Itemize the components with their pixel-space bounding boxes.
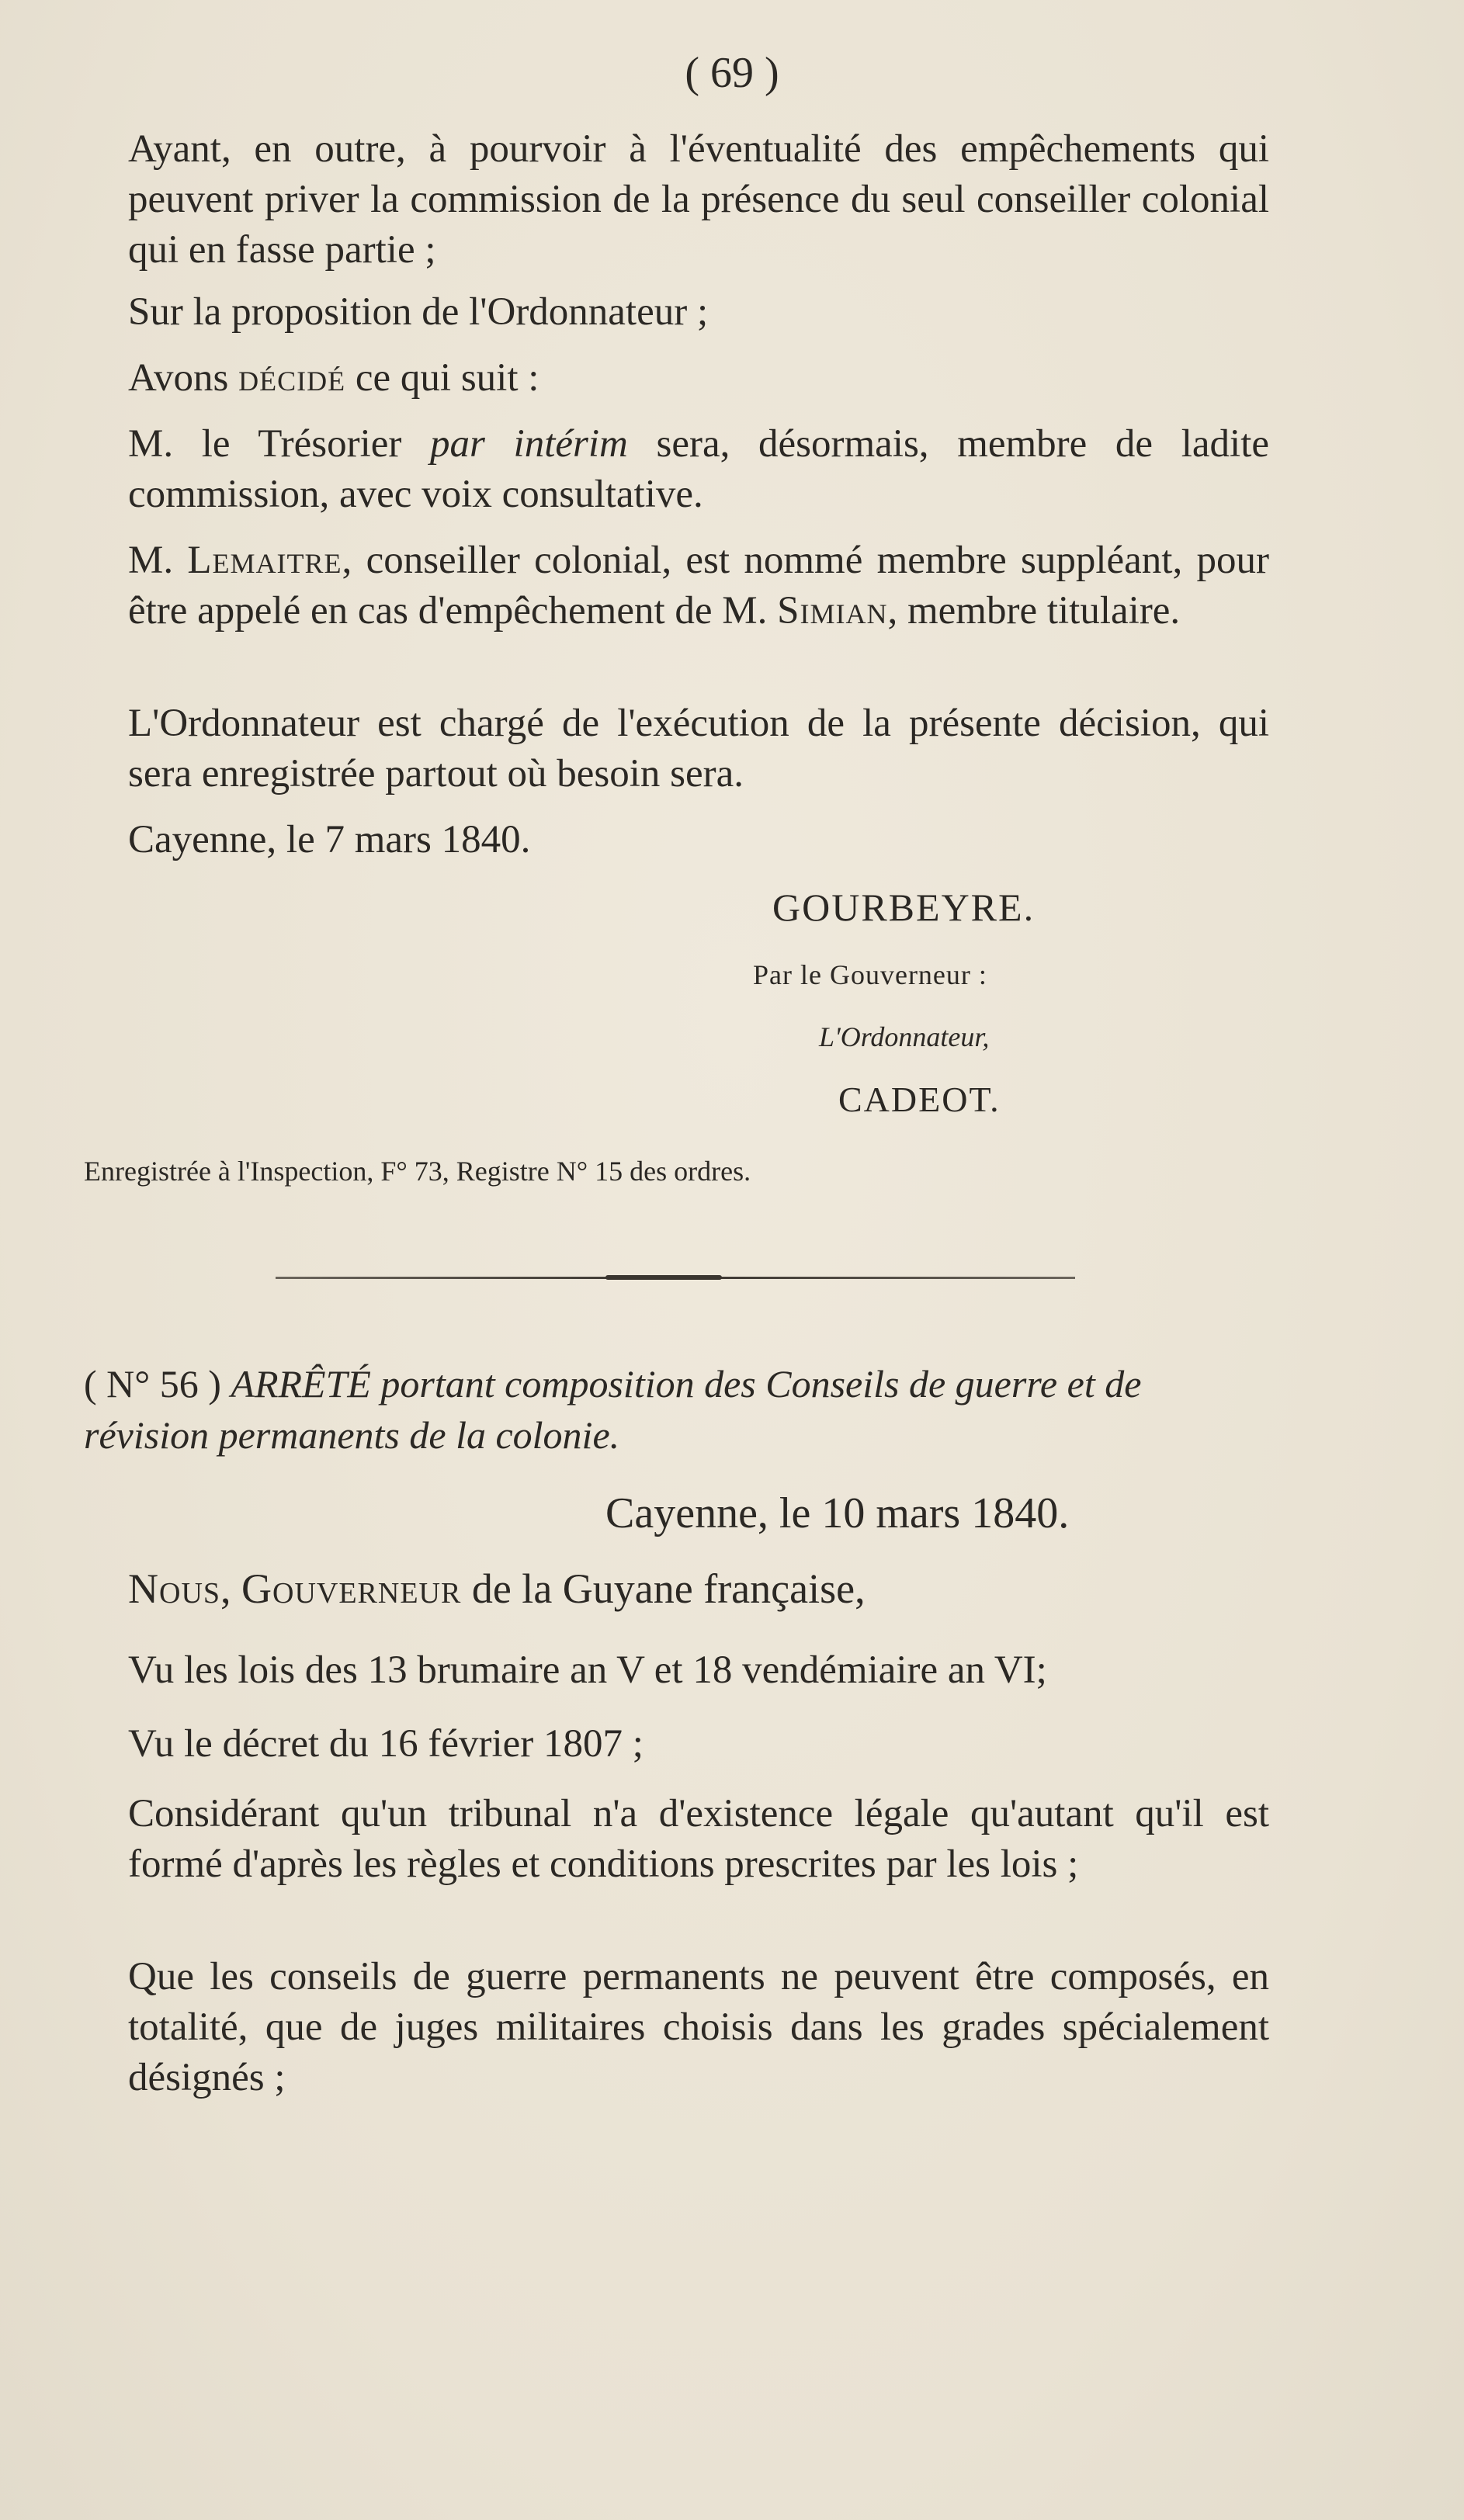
signature-ordonnateur-role: L'Ordonnateur, bbox=[819, 1021, 990, 1052]
dateline-10-mars: Cayenne, le 10 mars 1840. bbox=[605, 1489, 1070, 1537]
arrete-title bbox=[84, 1358, 1271, 1461]
paragraph-tresorier bbox=[128, 419, 1269, 520]
paragraph-execution: L'Ordonnateur est chargé de l'exécution de la présente décision, qui sera enregistrée partout où besoin sera. bbox=[128, 702, 1269, 796]
registration-note: Enregistrée à l'Inspection, F° 73, Registre N° 15 des ordres. bbox=[84, 1156, 751, 1187]
gouverneur-word: Gouverneur bbox=[241, 1565, 462, 1612]
decide-post: ce qui suit : bbox=[345, 356, 539, 400]
paragraph-vu-lois: Vu les lois des 13 brumaire an V et 18 vendémiaire an VI; bbox=[128, 1648, 1047, 1692]
arrete-number: ( N° 56 ) bbox=[84, 1362, 221, 1406]
paragraph-nous bbox=[128, 1564, 1269, 1614]
arrete-heading: ARRÊTÉ portant composition des Conseils de guerre et de révision permanents de la colonie. bbox=[84, 1362, 1142, 1457]
signature-gourbeyre: GOURBEYRE. bbox=[772, 886, 1036, 929]
decide-pre: Avons bbox=[128, 356, 239, 400]
lemaitre-post: , membre titulaire. bbox=[887, 589, 1181, 633]
paragraph-proposition: Sur la proposition de l'Ordonnateur ; bbox=[128, 290, 709, 334]
page-number: ( 69 ) bbox=[685, 49, 779, 97]
nous-mid: , bbox=[220, 1565, 242, 1612]
lemaitre-pre: M. bbox=[128, 539, 188, 582]
simian-name: Simian bbox=[777, 589, 888, 633]
tresorier-interim: par intérim bbox=[430, 422, 628, 466]
paragraph-conseils: Que les conseils de guerre permanents ne peuvent être composés, en totalité, que de juges militaires choisis dans les grades spécialement désignés ; bbox=[128, 1955, 1269, 2099]
lemaitre-name: Lemaitre bbox=[187, 539, 342, 582]
dateline-7-mars: Cayenne, le 7 mars 1840. bbox=[128, 818, 531, 861]
decide-word: décidé bbox=[238, 356, 346, 400]
paragraph-lemaitre bbox=[128, 536, 1269, 636]
signature-cadeot: CADEOT. bbox=[838, 1080, 1001, 1119]
tresorier-post: sera, désormais, membre de ladite commission, avec voix consultative. bbox=[128, 422, 1270, 516]
nous-word: Nous bbox=[128, 1565, 221, 1612]
signature-par-le-gouverneur: Par le Gouverneur : bbox=[753, 959, 987, 990]
paragraph-considerant: Considérant qu'un tribunal n'a d'existence légale qu'autant qu'il est formé d'après les règles et conditions prescrites par les lois ; bbox=[128, 1792, 1269, 1886]
tresorier-pre: M. le Trésorier bbox=[128, 422, 431, 466]
section-divider-center bbox=[605, 1275, 722, 1280]
nous-post: de la Guyane française, bbox=[461, 1565, 866, 1612]
paragraph-ayant: Ayant, en outre, à pourvoir à l'éventualité des empêchements qui peuvent priver la commission de la présence du seul conseiller colonial qui en fasse partie ; bbox=[128, 127, 1269, 272]
lemaitre-mid: , conseiller colonial, est nommé membre suppléant, pour être appelé en cas d'empêchement de M. bbox=[128, 539, 1269, 633]
paragraph-decide bbox=[128, 353, 1269, 404]
paragraph-vu-decret: Vu le décret du 16 février 1807 ; bbox=[128, 1722, 644, 1766]
